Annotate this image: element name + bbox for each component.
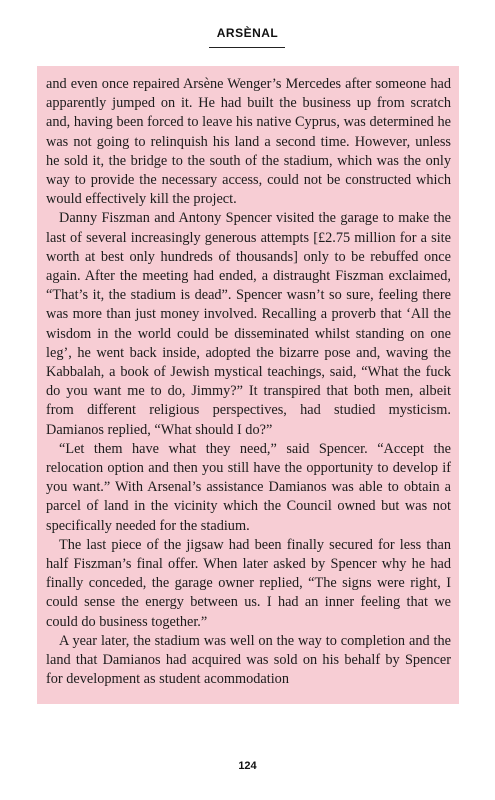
paragraph-3: “Let them have what they need,” said Spencer. “Accept the relocation option and then you still have the opportunity to develop if you want.” With Arsenal’s assistance Damianos was able to obtain a parcel of land in the vicinity which the Council owned but was not specifically needed for the stadium. [46, 440, 451, 534]
paragraph-2: Danny Fiszman and Antony Spencer visited the garage to make the last of several increasingly generous attempts [£2.75 million for a site worth at best only hundreds of thousands] only to be rebuffed once again. After the meeting had ended, a distraught Fiszman exclaimed, “That’s it, the stadium is dead”. Spencer wasn’t so sure, feeling there was more than just money involved. Recalling a proverb that ‘All the wisdom in the world could be disseminated whilst standing on one leg’, he went back inside, adopted the bizarre pose and, waving the Kabbalah, a book of Jewish mystical teachings, said, “What the fuck do you want me to do, Jimmy?” It transpired that both men, albeit from different religious perspectives, had studied mysticism. Damianos replied, “What should I do?” [46, 210, 451, 438]
paragraph-5: A year later, the stadium was well on the way to completion and the land that Damianos had acquired was sold on his behalf by Spencer for development as student acommodation [46, 632, 451, 688]
page-number: 124 [238, 760, 257, 772]
header-rule [209, 47, 285, 48]
highlighted-text-block [37, 66, 459, 704]
paragraph-4: The last piece of the jigsaw had been finally secured for less than half Fiszman’s final offer. When later asked by Spencer why he had finally conceded, the garage owner replied, “The signs were right, I could sense the energy between us. I had an inner feeling that we could do business together.” [46, 536, 451, 630]
running-header: ARSÈNAL [216, 26, 279, 40]
paragraph-1: and even once repaired Arsène Wenger’s Mercedes after someone had apparently jumped on it. He had built the business up from scratch and, having been forced to leave his native Cyprus, was determined he was not going to relinquish his land a second time. However, unless he sold it, the bridge to the south of the stadium, which was the only way to provide the necessary access, could not be constructed which would effectively kill the project. [46, 76, 451, 208]
